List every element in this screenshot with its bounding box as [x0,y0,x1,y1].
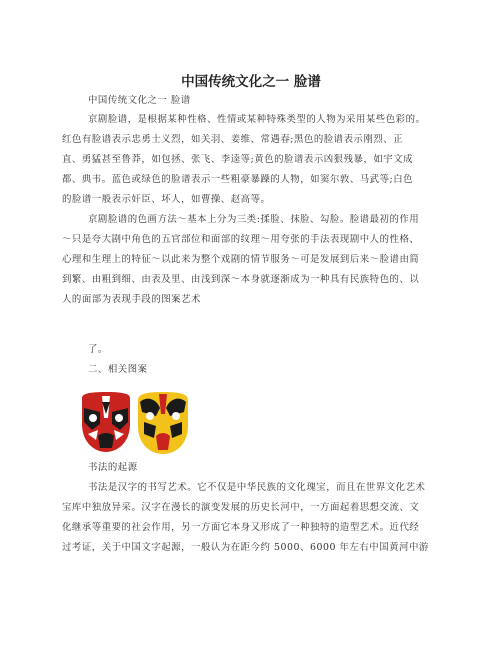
section-heading: 书法的起源 [88,462,138,473]
paragraph-line: 化继承等重要的社会作用，另一方面它本身又形成了一种独特的造型艺术。近代经 [62,522,420,533]
yellow-black-mask-icon [138,392,188,454]
paragraph-line: 都、典韦。蓝色或绿色的脸谱表示一些粗豪暴躁的人物，如窦尔敦、马武等;白色 [62,174,414,185]
section-heading: 二、相关图案 [88,364,148,375]
opera-masks-image [78,392,190,454]
paragraph-line: 直、勇猛甚至鲁莽，如包拯、张飞、李逵等;黄色的脸谱表示凶狠残暴，如宇文成 [62,154,414,165]
paragraph-line: 中国传统文化之一 脸谱 [88,95,191,106]
paragraph-line: 京剧脸谱的色画方法～基本上分为三类:揉脸、抹脸、勾脸。脸谱最初的作用 [88,214,420,225]
paragraph-line: 心理和生理上的特征～以此来为整个戏剧的情节服务～可是发展到后来～脸谱由简 [62,254,420,265]
paragraph-line: 宝库中独放异采。汉字在漫长的演变发展的历史长河中，一方面起着思想交流、文 [62,502,420,513]
paragraph-line: 人的面部为表现手段的图案艺术 [62,294,201,305]
paragraph-line: 了。 [88,344,108,355]
document-title: 中国传统文化之一 脸谱 [181,74,321,90]
red-black-mask-icon [82,392,130,452]
paragraph-line: ～只是夸大剧中角色的五官部位和面部的纹理～用夸张的手法表现剧中人的性格、 [62,234,420,245]
paragraph-line: 到繁、由粗到细、由表及里、由浅到深～本身就逐渐成为一种具有民族特色的、以 [62,274,420,285]
paragraph-line: 红色有脸谱表示忠勇士义烈，如关羽、姜维、常遇春;黑色的脸谱表示刚烈、正 [62,134,404,145]
paragraph-line: 京剧脸谱，是根据某种性格、性情或某种特殊类型的人物为采用某些色彩的。 [88,114,426,125]
paragraph-line: 书法是汉字的书写艺术。它不仅是中华民族的文化瑰宝，而且在世界文化艺术 [88,482,426,493]
paragraph-line: 过考证，关于中国文字起源，一般认为在距今约 5000、6000 年左右中国黄河中游 [62,542,429,553]
paragraph-line: 的脸谱一般表示奸臣、坏人，如曹操、赵高等。 [62,194,271,205]
